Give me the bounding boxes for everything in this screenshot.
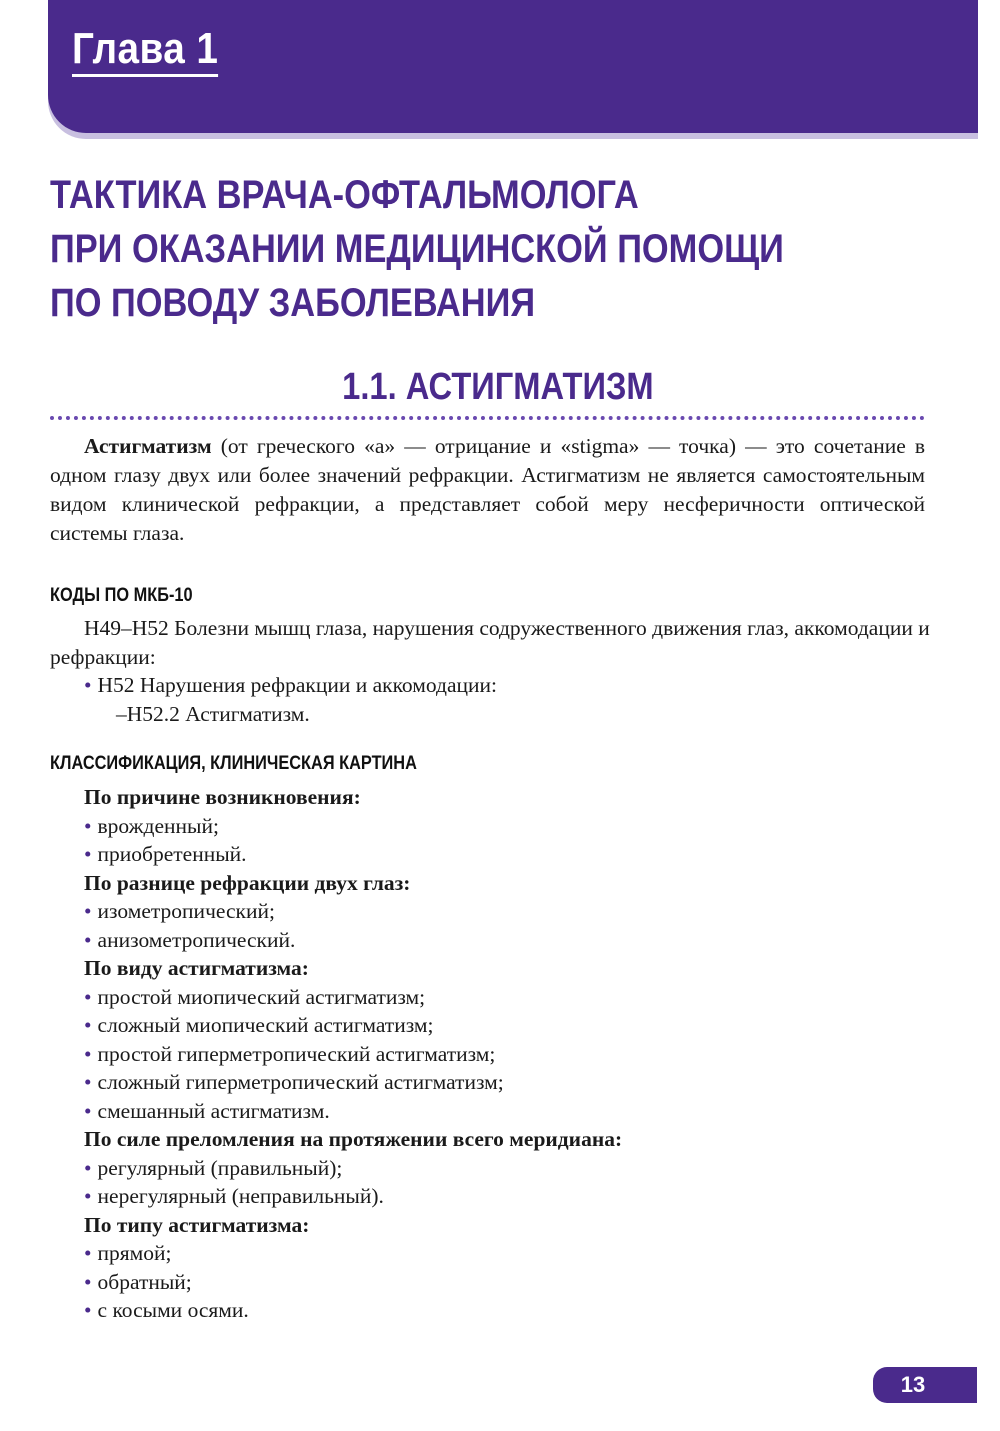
icd-bullet — [50, 671, 930, 700]
bullet-icon: • — [84, 1184, 92, 1208]
list-item-text: нерегулярный (неправильный). — [97, 1184, 384, 1208]
list-item — [50, 983, 930, 1012]
list-item — [50, 1182, 930, 1211]
bullet-icon: • — [84, 1098, 92, 1123]
list-item — [50, 897, 930, 926]
page-number: 13 — [900, 1372, 926, 1397]
list-item-text: сложный миопический астигматизм; — [97, 1013, 434, 1037]
group-title: По силе преломления на протяжении всего меридиана: — [84, 1127, 623, 1151]
list-item-text: сложный гиперметропический астигматизм; — [97, 1070, 504, 1094]
chapter-title-line: ПО ПОВОДУ ЗАБОЛЕВАНИЯ — [50, 281, 536, 325]
list-item-text: врожденный; — [97, 813, 219, 838]
chapter-title-line: ПРИ ОКАЗАНИИ МЕДИЦИНСКОЙ ПОМОЩИ — [50, 227, 784, 271]
list-item-text: регулярный (правильный); — [97, 1155, 343, 1180]
bullet-icon: • — [84, 1155, 92, 1180]
bullet-icon: • — [84, 673, 92, 697]
list-item — [50, 1011, 930, 1040]
icd-dash-item: –H52.2 Астигматизм. — [116, 701, 310, 726]
bullet-icon: • — [84, 984, 92, 1009]
list-item — [50, 926, 930, 955]
group-title: По типу астигматизма: — [84, 1212, 310, 1237]
group-title: По причине возникновения: — [84, 785, 361, 809]
icd-bullet-text: H52 Нарушения рефракции и аккомодации: — [97, 673, 497, 697]
list-item — [50, 1154, 930, 1183]
bullet-icon: • — [84, 813, 92, 838]
list-item-text: обратный; — [97, 1269, 192, 1294]
list-item — [50, 1296, 930, 1325]
chapter-label: Глава 1 — [72, 26, 218, 77]
list-item-text: изометропический; — [97, 899, 275, 923]
intro-paragraph — [50, 432, 925, 548]
list-item — [50, 1068, 930, 1097]
bullet-icon: • — [84, 1269, 92, 1294]
dotted-divider — [50, 416, 925, 420]
list-item-text: с косыми осями. — [97, 1298, 249, 1322]
bullet-icon: • — [84, 899, 92, 923]
icd-line-text: H49–H52 Болезни мышц глаза, нарушения содружественного движения глаз, аккомодации и рефракции: — [50, 616, 930, 669]
classification-block — [50, 783, 930, 1325]
list-item-text: простой гиперметропический астигматизм; — [97, 1041, 496, 1066]
classification-heading: КЛАССИФИКАЦИЯ, КЛИНИЧЕСКАЯ КАРТИНА — [50, 753, 417, 774]
bullet-icon: • — [84, 1298, 92, 1322]
chapter-title — [50, 168, 824, 330]
list-item-text: приобретенный. — [97, 842, 247, 866]
icd-line — [50, 614, 930, 671]
bullet-icon: • — [84, 1013, 92, 1037]
chapter-title-line: ТАКТИКА ВРАЧА-ОФТАЛЬМОЛОГА — [50, 173, 639, 217]
bullet-icon: • — [84, 927, 92, 952]
list-item — [50, 1239, 930, 1268]
bullet-icon: • — [84, 1041, 92, 1066]
group-title: По виду астигматизма: — [84, 956, 309, 980]
bullet-icon: • — [84, 1070, 92, 1094]
icd-block — [50, 614, 930, 728]
intro-text: (от греческого «а» — отрицание и «stigma» — точка) — это сочетание в одном глазу двух или более значений рефракции. Астигматизм не является самостоятельным видом клинической рефракции, а представляет собой меру несферичности оптической системы глаза. — [50, 434, 925, 545]
intro-term: Астигматизм — [84, 434, 212, 458]
list-item-text: простой миопический астигматизм; — [97, 984, 426, 1009]
page-number-badge — [873, 1367, 977, 1403]
bullet-icon: • — [84, 1241, 92, 1265]
icd-heading: КОДЫ ПО МКБ-10 — [50, 585, 193, 606]
bullet-icon: • — [84, 842, 92, 866]
list-item-text: смешанный астигматизм. — [97, 1098, 330, 1123]
group-title: По разнице рефракции двух глаз: — [84, 870, 411, 895]
list-item — [50, 812, 930, 841]
list-item-text: анизометропический. — [97, 927, 296, 952]
list-item — [50, 1268, 930, 1297]
list-item — [50, 840, 930, 869]
section-heading: 1.1. АСТИГМАТИЗМ — [342, 366, 654, 408]
list-item-text: прямой; — [97, 1241, 172, 1265]
list-item — [50, 1040, 930, 1069]
list-item — [50, 1097, 930, 1126]
